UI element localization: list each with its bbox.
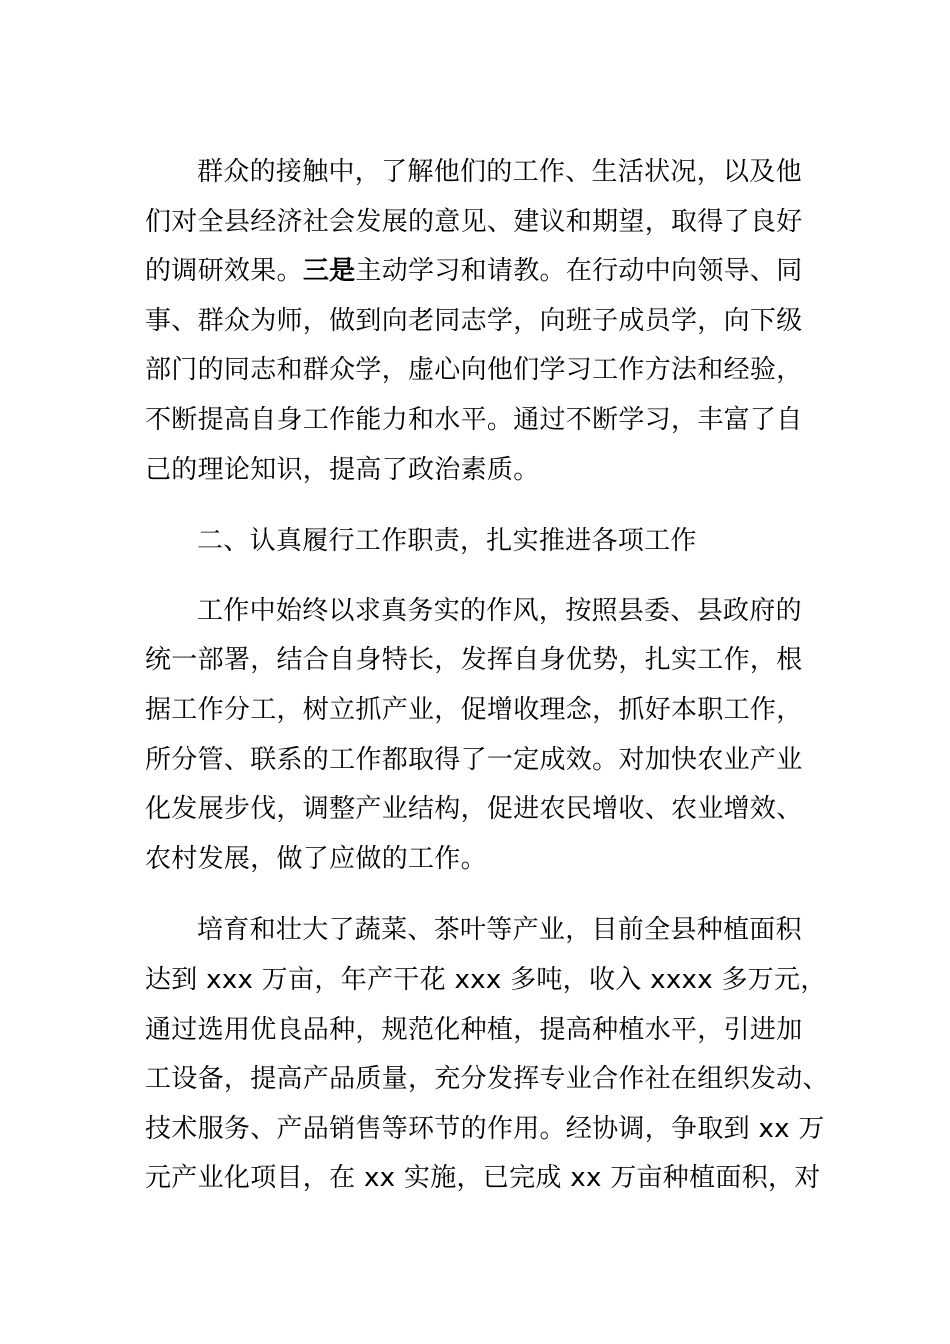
text-line: 们对全县经济社会发展的意见、建议和期望，取得了良好 (145, 206, 803, 237)
document-body (145, 148, 829, 1204)
text-line: 不断提高自身工作能力和水平。通过不断学习，丰富了自 (145, 404, 803, 435)
paragraph-spacer (145, 495, 805, 517)
text-line: 事、群众为师，做到向老同志学，向班子成员学，向下级 (145, 305, 803, 336)
text-line: 部门的同志和群众学，虚心向他们学习工作方法和经验， (145, 355, 803, 386)
text-line: 工设备，提高产品质量，充分发挥专业合作社在组织发动、 (145, 1064, 829, 1095)
text-line: 元产业化项目，在 xx 实施，已完成 xx 万亩种植面积，对 (145, 1163, 821, 1194)
paragraph-industry (145, 906, 829, 1204)
bold-keyword: 三是 (302, 256, 356, 287)
paragraph-study (145, 148, 805, 495)
paragraph-work (145, 587, 805, 885)
text-line: 己的理论知识，提高了政治素质。 (145, 454, 540, 485)
text-segment: 主动学习和请教。在行动中向领导、同 (355, 256, 803, 287)
text-line: 所分管、联系的工作都取得了一定成效。对加快农业产业 (145, 744, 803, 775)
text-line: 统一部署，结合自身特长，发挥自身优势，扎实工作，根 (145, 645, 803, 676)
text-line: 通过选用优良品种，规范化种植，提高种植水平，引进加 (145, 1014, 803, 1045)
text-line: 达到 xxx 万亩，年产干花 xxx 多吨，收入 xxxx 多万元， (145, 964, 827, 995)
text-line: 据工作分工，树立抓产业，促增收理念，抓好本职工作， (145, 694, 803, 725)
text-segment: 的调研效果。 (145, 256, 303, 287)
text-line: 群众的接触中，了解他们的工作、生活状况，以及他 (197, 157, 802, 187)
text-line (145, 247, 805, 297)
text-line: 技术服务、产品销售等环节的作用。经协调，争取到 xx 万 (145, 1113, 825, 1144)
paragraph-spacer (145, 567, 805, 587)
paragraph-spacer (145, 884, 805, 906)
text-line: 农村发展，做了应做的工作。 (145, 843, 487, 874)
section-heading: 二、认真履行工作职责，扎实推进各项工作 (197, 526, 697, 557)
text-line: 化发展步伐，调整产业结构，促进农民增收、农业增效、 (145, 794, 803, 825)
text-line: 培育和壮大了蔬菜、茶叶等产业，目前全县种植面积 (197, 915, 802, 946)
text-line: 工作中始终以求真务实的作风，按照县委、县政府的 (197, 595, 802, 626)
